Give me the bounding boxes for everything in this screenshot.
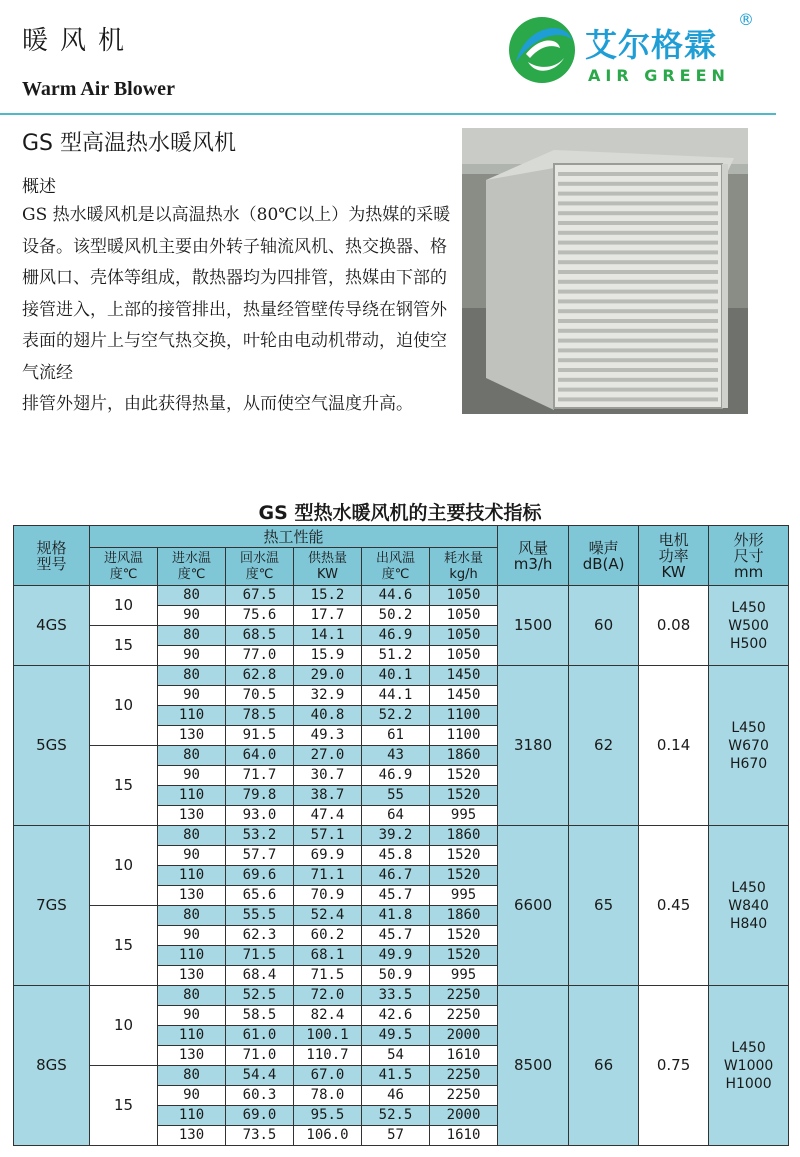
outlet-air-cell: 46.9 (362, 766, 430, 786)
inlet-water-cell: 80 (158, 1066, 226, 1086)
airflow-cell: 1500 (498, 586, 569, 666)
heat-output-cell: 38.7 (294, 786, 362, 806)
water-use-cell: 1520 (430, 946, 498, 966)
inlet-air-cell: 10 (90, 666, 158, 746)
louver-slat (558, 270, 718, 274)
header-return-water: 回水温 度℃ (226, 548, 294, 586)
heat-output-cell: 68.1 (294, 946, 362, 966)
water-use-cell: 1050 (430, 606, 498, 626)
header-power: 电机 功率 KW (639, 526, 709, 586)
return-water-cell: 73.5 (226, 1126, 294, 1146)
power-cell: 0.14 (639, 666, 709, 826)
return-water-cell: 91.5 (226, 726, 294, 746)
page-title-en: Warm Air Blower (22, 78, 175, 100)
inlet-water-cell: 90 (158, 1006, 226, 1026)
inlet-water-cell: 90 (158, 846, 226, 866)
return-water-cell: 58.5 (226, 1006, 294, 1026)
size-cell: L450 W1000 H1000 (709, 986, 789, 1146)
water-use-cell: 995 (430, 886, 498, 906)
louver-slat (558, 280, 718, 284)
spec-table-body (14, 586, 789, 1146)
inlet-water-cell: 130 (158, 966, 226, 986)
louver-slat (558, 241, 718, 245)
louver-slat (558, 221, 718, 225)
inlet-air-cell: 10 (90, 826, 158, 906)
louver-slat (558, 319, 718, 323)
return-water-cell: 65.6 (226, 886, 294, 906)
water-use-cell: 1860 (430, 746, 498, 766)
header-heat: 供热量 KW (294, 548, 362, 586)
return-water-cell: 53.2 (226, 826, 294, 846)
inlet-water-cell: 80 (158, 826, 226, 846)
noise-cell: 62 (569, 666, 639, 826)
logo-text-cn: 艾尔格霖 (585, 26, 718, 64)
water-use-cell: 1050 (430, 586, 498, 606)
return-water-cell: 93.0 (226, 806, 294, 826)
outlet-air-cell: 44.6 (362, 586, 430, 606)
outlet-air-cell: 33.5 (362, 986, 430, 1006)
louver-slat (558, 260, 718, 264)
heat-output-cell: 67.0 (294, 1066, 362, 1086)
model-name-cell: 8GS (14, 986, 90, 1146)
water-use-cell: 1610 (430, 1046, 498, 1066)
inlet-water-cell: 90 (158, 1086, 226, 1106)
spec-table-title: GS 型热水暖风机的主要技术指标 (258, 502, 542, 524)
louver-slat (558, 358, 718, 362)
louver-slat (558, 182, 718, 186)
water-use-cell: 1050 (430, 646, 498, 666)
model-name-cell: 7GS (14, 826, 90, 986)
heat-output-cell: 71.1 (294, 866, 362, 886)
header-water-use: 耗水量 kg/h (430, 548, 498, 586)
outlet-air-cell: 54 (362, 1046, 430, 1066)
heat-output-cell: 71.5 (294, 966, 362, 986)
outlet-air-cell: 43 (362, 746, 430, 766)
louver-slat (558, 309, 718, 313)
outlet-air-cell: 46 (362, 1086, 430, 1106)
water-use-cell: 1860 (430, 906, 498, 926)
return-water-cell: 70.5 (226, 686, 294, 706)
header-inlet-water: 进水温 度℃ (158, 548, 226, 586)
table-row (14, 586, 789, 606)
inlet-water-cell: 110 (158, 946, 226, 966)
overview-paragraph (22, 200, 452, 421)
inlet-water-cell: 90 (158, 686, 226, 706)
noise-cell: 60 (569, 586, 639, 666)
heat-output-cell: 69.9 (294, 846, 362, 866)
inlet-water-cell: 80 (158, 666, 226, 686)
return-water-cell: 75.6 (226, 606, 294, 626)
heat-output-cell: 82.4 (294, 1006, 362, 1026)
heat-output-cell: 95.5 (294, 1106, 362, 1126)
outlet-air-cell: 61 (362, 726, 430, 746)
heat-output-cell: 17.7 (294, 606, 362, 626)
inlet-water-cell: 90 (158, 606, 226, 626)
inlet-air-cell: 15 (90, 906, 158, 986)
inlet-air-cell: 15 (90, 626, 158, 666)
return-water-cell: 61.0 (226, 1026, 294, 1046)
return-water-cell: 62.3 (226, 926, 294, 946)
louver-slat (558, 231, 718, 235)
outlet-air-cell: 52.2 (362, 706, 430, 726)
water-use-cell: 1100 (430, 706, 498, 726)
heat-output-cell: 78.0 (294, 1086, 362, 1106)
heat-output-cell: 32.9 (294, 686, 362, 706)
return-water-cell: 57.7 (226, 846, 294, 866)
size-cell: L450 W670 H670 (709, 666, 789, 826)
power-cell: 0.08 (639, 586, 709, 666)
inlet-water-cell: 90 (158, 926, 226, 946)
air-green-logo-icon (506, 14, 578, 86)
louver-slat (558, 348, 718, 352)
louver-slat (558, 299, 718, 303)
heat-output-cell: 15.2 (294, 586, 362, 606)
louver-slat (558, 201, 718, 205)
noise-cell: 66 (569, 986, 639, 1146)
inlet-air-cell: 10 (90, 586, 158, 626)
louver-slat (558, 211, 718, 215)
header-thermal: 热工性能 (90, 526, 498, 548)
water-use-cell: 2250 (430, 1066, 498, 1086)
louver-slat (558, 172, 718, 176)
water-use-cell: 2000 (430, 1106, 498, 1126)
heat-output-cell: 100.1 (294, 1026, 362, 1046)
inlet-water-cell: 110 (158, 786, 226, 806)
inlet-water-cell: 130 (158, 726, 226, 746)
return-water-cell: 68.4 (226, 966, 294, 986)
water-use-cell: 1860 (430, 826, 498, 846)
water-use-cell: 1520 (430, 786, 498, 806)
return-water-cell: 68.5 (226, 626, 294, 646)
heat-output-cell: 14.1 (294, 626, 362, 646)
return-water-cell: 60.3 (226, 1086, 294, 1106)
return-water-cell: 64.0 (226, 746, 294, 766)
overview-text-last: 排管外翅片，由此获得热量，从而使空气温度升高。 (22, 394, 413, 414)
power-cell: 0.75 (639, 986, 709, 1146)
header-inlet-air: 进风温 度℃ (90, 548, 158, 586)
inlet-water-cell: 90 (158, 766, 226, 786)
return-water-cell: 54.4 (226, 1066, 294, 1086)
water-use-cell: 2250 (430, 986, 498, 1006)
outlet-air-cell: 45.8 (362, 846, 430, 866)
water-use-cell: 2000 (430, 1026, 498, 1046)
table-row (14, 826, 789, 846)
water-use-cell: 1520 (430, 926, 498, 946)
heat-output-cell: 29.0 (294, 666, 362, 686)
heat-output-cell: 27.0 (294, 746, 362, 766)
outlet-air-cell: 40.1 (362, 666, 430, 686)
model-name-cell: 5GS (14, 666, 90, 826)
return-water-cell: 52.5 (226, 986, 294, 1006)
return-water-cell: 55.5 (226, 906, 294, 926)
louver-slat (558, 388, 718, 392)
header-rule (0, 113, 776, 115)
water-use-cell: 995 (430, 966, 498, 986)
power-cell: 0.45 (639, 826, 709, 986)
logo-text-en: AIR GREEN (588, 66, 730, 85)
outlet-air-cell: 49.9 (362, 946, 430, 966)
return-water-cell: 71.0 (226, 1046, 294, 1066)
overview-heading: 概述 (22, 177, 56, 197)
table-row (14, 986, 789, 1006)
page-title-cn: 暖风机 (22, 26, 137, 56)
heat-output-cell: 106.0 (294, 1126, 362, 1146)
outlet-air-cell: 41.5 (362, 1066, 430, 1086)
heat-output-cell: 70.9 (294, 886, 362, 906)
outlet-air-cell: 39.2 (362, 826, 430, 846)
return-water-cell: 77.0 (226, 646, 294, 666)
model-name-cell: 4GS (14, 586, 90, 666)
header-outlet-air: 出风温 度℃ (362, 548, 430, 586)
louver-slat (558, 290, 718, 294)
inlet-water-cell: 80 (158, 746, 226, 766)
outlet-air-cell: 64 (362, 806, 430, 826)
registered-mark: ® (738, 10, 754, 29)
water-use-cell: 1450 (430, 686, 498, 706)
inlet-water-cell: 80 (158, 986, 226, 1006)
water-use-cell: 1520 (430, 766, 498, 786)
inlet-water-cell: 80 (158, 586, 226, 606)
inlet-water-cell: 130 (158, 1126, 226, 1146)
inlet-water-cell: 110 (158, 866, 226, 886)
heat-output-cell: 47.4 (294, 806, 362, 826)
header-model: 规格 型号 (14, 526, 90, 586)
heat-output-cell: 52.4 (294, 906, 362, 926)
heat-output-cell: 30.7 (294, 766, 362, 786)
heat-output-cell: 57.1 (294, 826, 362, 846)
return-water-cell: 67.5 (226, 586, 294, 606)
heat-output-cell: 60.2 (294, 926, 362, 946)
heat-output-cell: 72.0 (294, 986, 362, 1006)
size-cell: L450 W500 H500 (709, 586, 789, 666)
water-use-cell: 1610 (430, 1126, 498, 1146)
outlet-air-cell: 50.9 (362, 966, 430, 986)
inlet-water-cell: 90 (158, 646, 226, 666)
return-water-cell: 78.5 (226, 706, 294, 726)
product-image (462, 128, 748, 414)
spec-table (13, 525, 789, 1146)
inlet-water-cell: 130 (158, 886, 226, 906)
outlet-air-cell: 52.5 (362, 1106, 430, 1126)
louver-slat (558, 329, 718, 333)
outlet-air-cell: 45.7 (362, 886, 430, 906)
outlet-air-cell: 50.2 (362, 606, 430, 626)
water-use-cell: 2250 (430, 1086, 498, 1106)
brand-logo (500, 8, 770, 93)
outlet-air-cell: 57 (362, 1126, 430, 1146)
outlet-air-cell: 42.6 (362, 1006, 430, 1026)
outlet-air-cell: 41.8 (362, 906, 430, 926)
warm-air-blower-photo (462, 128, 748, 414)
outlet-air-cell: 45.7 (362, 926, 430, 946)
return-water-cell: 79.8 (226, 786, 294, 806)
louver-slat (558, 250, 718, 254)
inlet-water-cell: 110 (158, 1026, 226, 1046)
return-water-cell: 62.8 (226, 666, 294, 686)
airflow-cell: 8500 (498, 986, 569, 1146)
outlet-air-cell: 55 (362, 786, 430, 806)
return-water-cell: 69.6 (226, 866, 294, 886)
header-airflow: 风量 m3/h (498, 526, 569, 586)
overview-text: GS 热水暖风机是以高温热水（80℃以上）为热媒的采暖设备。该型暖风机主要由外转子轴流风机、热交换器、格栅风口、壳体等组成，散热器均为四排管，热媒由下部的接管进入，上部的接管排出，热量经管壁传导绕在钢管外表面的翅片上与空气热交换，叶轮由电动机带动，迫使空气流经 (22, 205, 451, 383)
size-cell: L450 W840 H840 (709, 826, 789, 986)
outlet-air-cell: 46.7 (362, 866, 430, 886)
louver-slat (558, 339, 718, 343)
heat-output-cell: 40.8 (294, 706, 362, 726)
water-use-cell: 1450 (430, 666, 498, 686)
airflow-cell: 6600 (498, 826, 569, 986)
noise-cell: 65 (569, 826, 639, 986)
water-use-cell: 1100 (430, 726, 498, 746)
airflow-cell: 3180 (498, 666, 569, 826)
inlet-water-cell: 80 (158, 626, 226, 646)
outlet-air-cell: 51.2 (362, 646, 430, 666)
inlet-water-cell: 80 (158, 906, 226, 926)
return-water-cell: 71.7 (226, 766, 294, 786)
inlet-air-cell: 15 (90, 1066, 158, 1146)
inlet-water-cell: 110 (158, 1106, 226, 1126)
header-noise: 噪声 dB(A) (569, 526, 639, 586)
return-water-cell: 71.5 (226, 946, 294, 966)
heat-output-cell: 110.7 (294, 1046, 362, 1066)
water-use-cell: 1050 (430, 626, 498, 646)
inlet-air-cell: 15 (90, 746, 158, 826)
water-use-cell: 2250 (430, 1006, 498, 1026)
water-use-cell: 1520 (430, 846, 498, 866)
outlet-air-cell: 49.5 (362, 1026, 430, 1046)
product-title: GS 型高温热水暖风机 (22, 131, 237, 156)
heat-output-cell: 15.9 (294, 646, 362, 666)
inlet-water-cell: 110 (158, 706, 226, 726)
water-use-cell: 1520 (430, 866, 498, 886)
water-use-cell: 995 (430, 806, 498, 826)
louver-slat (558, 192, 718, 196)
return-water-cell: 69.0 (226, 1106, 294, 1126)
inlet-air-cell: 10 (90, 986, 158, 1066)
table-row (14, 666, 789, 686)
header-size: 外形 尺寸 mm (709, 526, 789, 586)
louver-slat (558, 378, 718, 382)
inlet-water-cell: 130 (158, 806, 226, 826)
louver-slat (558, 368, 718, 372)
outlet-air-cell: 44.1 (362, 686, 430, 706)
heat-output-cell: 49.3 (294, 726, 362, 746)
outlet-air-cell: 46.9 (362, 626, 430, 646)
inlet-water-cell: 130 (158, 1046, 226, 1066)
louver-slat (558, 397, 718, 401)
